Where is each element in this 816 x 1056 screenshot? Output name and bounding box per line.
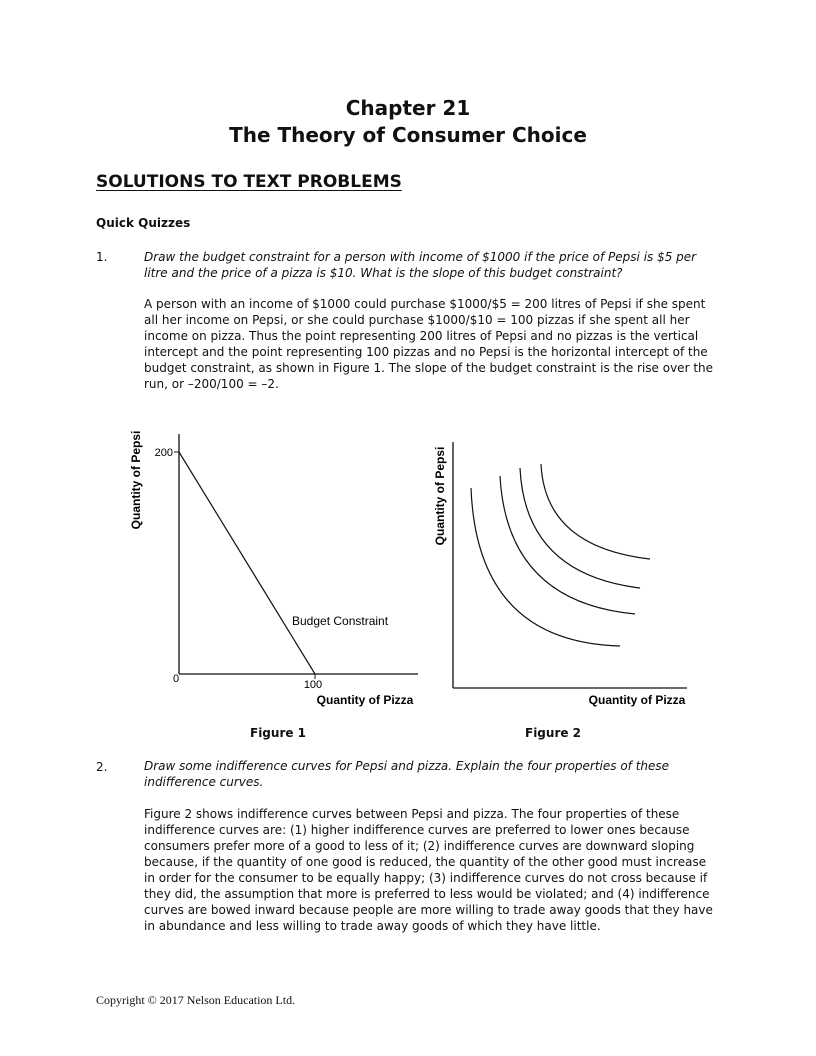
figure-1-chart — [120, 418, 430, 718]
answer-1-text: A person with an income of $1000 could purchase $1000/$5 = 200 litres of Pepsi if she spent all her income on Pepsi, or she could purchase $1000/$10 = 100 pizzas if she spent all her income on pizza. Thus the point representing 200 litres of Pepsi and no pizzas is the vertical intercept and the point representing 100 pizzas and no Pepsi is the horizontal intercept of the budget constraint, as shown in Figure 1. The slope of the budget constraint is the rise over the run, or –200/100 = –2. — [144, 297, 714, 391]
figure-1-x-axis-label: Quantity of Pizza — [316, 693, 414, 707]
figure-1-origin-label: 0 — [172, 673, 180, 685]
figure-1-y-axis-label: Quantity of Pepsi — [129, 430, 143, 530]
question-1-number: 1. — [96, 250, 108, 264]
figure-2-y-axis-label: Quantity of Pepsi — [433, 446, 447, 546]
indifference-curve-4 — [541, 464, 650, 559]
chapter-number: Chapter 21 — [345, 96, 471, 120]
budget-constraint-line — [179, 452, 315, 674]
figure-1-x-tick-label: 100 — [303, 679, 323, 691]
copyright-footer: Copyright © 2017 Nelson Education Ltd. — [96, 993, 296, 1007]
indifference-curve-1 — [471, 488, 620, 646]
budget-constraint-label: Budget Constraint — [292, 614, 389, 628]
question-1-text: Draw the budget constraint for a person with income of $1000 if the price of Pepsi is $5 per litre and the price of a pizza is $10. What is the slope of this budget constraint? — [144, 250, 697, 280]
figure-1-caption: Figure 1 — [250, 726, 307, 740]
question-2-text: Draw some indifference curves for Pepsi and pizza. Explain the four properties of these indifference curves. — [144, 759, 670, 789]
answer-2-text: Figure 2 shows indifference curves between Pepsi and pizza. The four properties of these indifference curves are: (1) higher indifference curves are preferred to lower ones because consumers prefer more of a good to less of it; (2) indifference curves are downward sloping because, if the quantity of one good is reduced, the quantity of the other good must increase in order for the consumer to be equally happy; (3) indifference curves do not cross because if they did, the assumption that more is preferred to less would be violated; and (4) indifference curves are bowed inward because people are more willing to trade away goods that they have in abundance and less willing to trade away goods of which they have little. — [144, 807, 713, 933]
indifference-curve-3 — [520, 468, 640, 588]
subsection-title: Quick Quizzes — [96, 216, 191, 230]
indifference-curve-2 — [500, 476, 635, 614]
figure-2-x-axis-label: Quantity of Pizza — [588, 693, 686, 707]
figure-2-caption: Figure 2 — [525, 726, 582, 740]
figure-1-y-tick-label: 200 — [154, 447, 173, 459]
question-2-number: 2. — [96, 760, 108, 774]
chapter-title: The Theory of Consumer Choice — [229, 123, 587, 147]
figure-2-chart — [425, 432, 695, 722]
section-title: SOLUTIONS TO TEXT PROBLEMS — [96, 172, 402, 192]
